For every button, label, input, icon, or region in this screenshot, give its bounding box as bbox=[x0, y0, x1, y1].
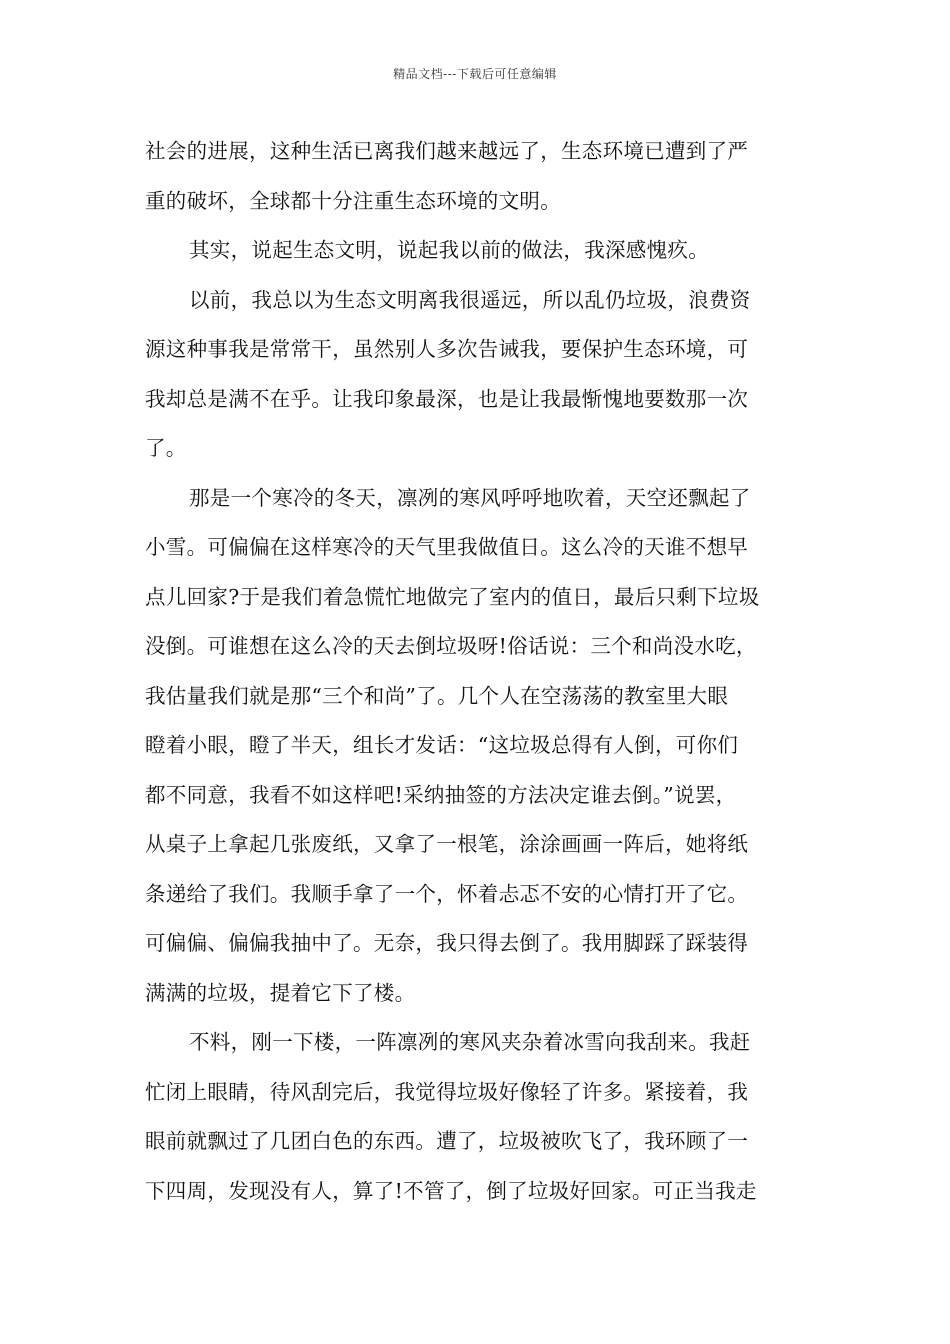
text-line: 没倒。可谁想在这么冷的天去倒垃圾呀!俗话说：三个和尚没水吃， bbox=[145, 634, 757, 658]
text-line: 小雪。可偏偏在这样寒冷的天气里我做值日。这么冷的天谁不想早 bbox=[145, 535, 749, 559]
paragraph bbox=[145, 1018, 813, 1216]
text-line: 以前，我总以为生态文明离我很遥远，所以乱仍垃圾，浪费资 bbox=[189, 287, 751, 312]
text-line: 重的破坏，全球都十分注重生态环境的文明。 bbox=[145, 188, 561, 213]
text-line: 社会的进展，这种生活已离我们越来越远了，生态环境已遭到了严 bbox=[145, 139, 749, 163]
text-line: 那是一个寒冷的冬天，凛冽的寒风呼呼地吹着，天空还飘起了 bbox=[189, 485, 751, 510]
text-line: 我估量我们就是那“三个和尚”了。几个人在空荡荡的教室里大眼 bbox=[145, 683, 729, 708]
paragraph bbox=[145, 276, 813, 474]
text-line: 满满的垃圾，提着它下了楼。 bbox=[145, 980, 416, 1005]
text-line: 都不同意，我看不如这样吧!采纳抽签的方法决定谁去倒。”说罢， bbox=[145, 782, 737, 807]
text-line: 条递给了我们。我顺手拿了一个，怀着忐忑不安的心情打开了它。 bbox=[145, 881, 749, 906]
text-line: 可偏偏、偏偏我抽中了。无奈，我只得去倒了。我用脚踩了踩装得 bbox=[145, 931, 749, 955]
text-line: 源这种事我是常常干，虽然别人多次告诫我，要保护生态环境，可 bbox=[145, 337, 749, 361]
paragraph bbox=[145, 226, 813, 276]
text-line: 点儿回家?于是我们着急慌忙地做完了室内的值日，最后只剩下垃圾 bbox=[145, 584, 760, 609]
paragraph bbox=[145, 127, 813, 226]
text-line: 不料，刚一下楼，一阵凛冽的寒风夹杂着冰雪向我刮来。我赶 bbox=[189, 1030, 751, 1054]
text-line: 眼前就飘过了几团白色的东西。遭了，垃圾被吹飞了，我环顾了一 bbox=[145, 1129, 749, 1153]
paragraph bbox=[145, 474, 813, 1019]
page-header: 精品文档---下载后可任意编辑 bbox=[393, 67, 557, 81]
text-line: 下四周，发现没有人，算了!不管了，倒了垃圾好回家。可正当我走 bbox=[145, 1178, 757, 1203]
text-line: 忙闭上眼睛，待风刮完后，我觉得垃圾好像轻了许多。紧接着，我 bbox=[145, 1079, 749, 1104]
text-line: 我却总是满不在乎。让我印象最深，也是让我最惭愧地要数那一次 bbox=[145, 386, 749, 411]
text-line: 从桌子上拿起几张废纸，又拿了一根笔，涂涂画画一阵后，她将纸 bbox=[145, 832, 749, 856]
text-line: 瞪着小眼，瞪了半天，组长才发话：“这垃圾总得有人倒，可你们 bbox=[145, 733, 739, 757]
document-body bbox=[145, 127, 813, 1216]
text-line: 其实，说起生态文明，说起我以前的做法，我深感愧疚。 bbox=[189, 238, 709, 262]
text-line: 了。 bbox=[145, 436, 187, 460]
